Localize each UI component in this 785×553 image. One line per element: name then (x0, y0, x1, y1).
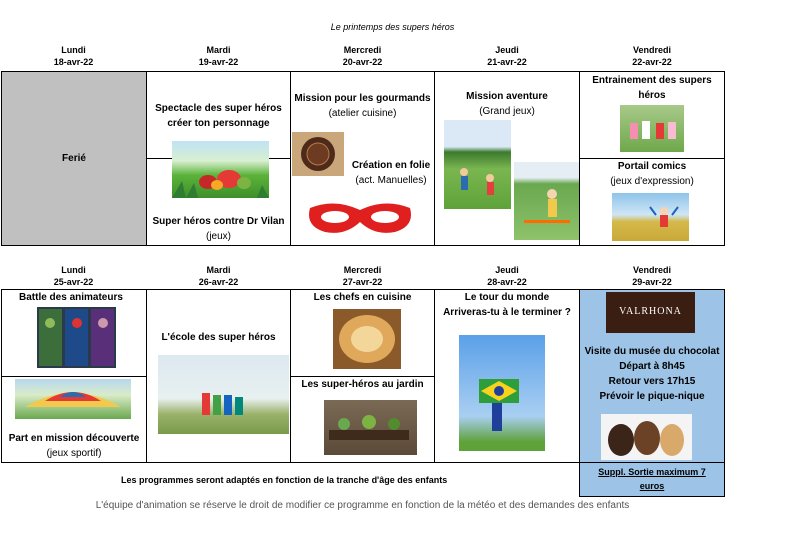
activity-title: Part en mission découverte (jeux sportif) (8, 433, 140, 459)
activity-title: Spectacle des super héros créer ton personnage (155, 103, 282, 129)
day-header-thursday-w2: Jeudi 28-avr-22 (487, 265, 527, 287)
day-header-monday-w1: Lundi 18-avr-22 (53, 45, 94, 67)
pie-photo (333, 309, 401, 369)
activity-title: Portail comics (jeux d'expression) (610, 161, 694, 187)
child-field-photo (612, 193, 689, 241)
activity-title: L'école des super héros (161, 332, 276, 343)
day-header-wednesday-w1: Mercredi 20-avr-22 (342, 45, 383, 67)
garden-photo (324, 400, 417, 455)
day-header-tuesday-w2: Mardi 26-avr-22 (198, 265, 239, 287)
day-header-tuesday-w1: Mardi 19-avr-22 (198, 45, 239, 67)
page-title: Le printemps des supers héros (330, 22, 455, 32)
cake-photo (292, 132, 344, 176)
activity-title: Visite du musée du chocolat Départ à 8h45 Retour vers 17h15 Prévoir le pique-nique (584, 346, 720, 402)
activity-title: Les super-héros au jardin (301, 379, 424, 390)
suppl-text: Suppl. Sortie maximum 7 euros (598, 467, 706, 491)
brazil-flag-photo (459, 335, 545, 451)
kids-capes-photo (158, 355, 289, 434)
monday-holiday-cell (1, 71, 147, 246)
superheroes-poster-photo (37, 307, 116, 368)
red-mask-image (305, 198, 415, 238)
easter-eggs-photo (172, 141, 269, 198)
parachute-game-photo (15, 379, 131, 419)
valrhona-logo (606, 292, 695, 333)
activity-title: Création en folie (act. Manuelles) (351, 160, 431, 186)
day-header-wednesday-w2: Mercredi 27-avr-22 (342, 265, 383, 287)
activity-title: Mission pour les gourmands (atelier cuisine) (294, 93, 431, 119)
activity-title: Le tour du monde Arriveras-tu à le terminer ? (443, 292, 571, 318)
activity-title: Super héros contre Dr Vilan (jeux) (152, 216, 285, 242)
day-header-friday-w2: Vendredi 29-avr-22 (632, 265, 672, 287)
outdoor-game-photo (444, 120, 511, 209)
logo-text: VALRHONA (619, 306, 682, 317)
suppl-cell (579, 462, 725, 497)
holiday-label: Ferié (62, 153, 86, 164)
day-header-monday-w2: Lundi 25-avr-22 (53, 265, 94, 287)
chocolate-eggs-photo (601, 414, 692, 460)
day-header-friday-w1: Vendredi 22-avr-22 (632, 45, 672, 67)
activity-title: Entrainement des supers héros (592, 75, 712, 101)
day-header-thursday-w1: Jeudi 21-avr-22 (487, 45, 527, 67)
activity-title: Battle des animateurs (19, 292, 123, 303)
sports-field-photo (514, 162, 580, 240)
activity-title: Mission aventure (Grand jeux) (466, 91, 548, 117)
activity-title: Les chefs en cuisine (313, 292, 412, 303)
footer-disclaimer: L'équipe d'animation se réserve le droit de modifier ce programme en fonction de la météo et des demandes des enfants (95, 500, 630, 511)
age-note: Les programmes seront adaptés en fonction de la tranche d'âge des enfants (121, 475, 448, 485)
training-photo (620, 105, 684, 152)
